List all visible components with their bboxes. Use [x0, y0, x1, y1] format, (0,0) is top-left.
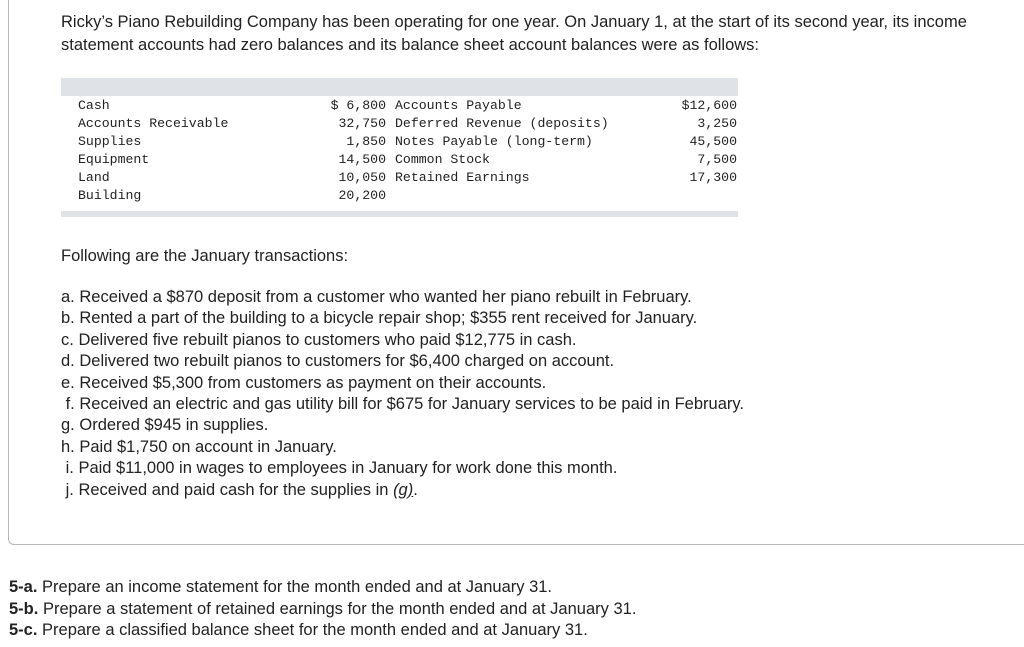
transaction-text: Received an electric and gas utility bill for $675 for January services to be paid in February. [79, 395, 744, 414]
account-amount: 1,850 [346, 134, 386, 149]
account-amount: 17,300 [689, 170, 737, 185]
account-name: Notes Payable (long-term) [395, 134, 593, 149]
requirements-list [9, 577, 636, 642]
account-amount: 14,500 [338, 152, 386, 167]
transaction-reference: (g) [393, 480, 414, 499]
transaction-item [61, 330, 744, 351]
transaction-letter: i. [65, 459, 74, 478]
claim-amounts-column [651, 97, 737, 187]
account-name: Cash [78, 98, 110, 113]
requirement-item [9, 620, 636, 642]
transaction-text: Delivered two rebuilt pianos to customers for $6,400 charged on account. [79, 352, 615, 371]
transaction-item [61, 394, 744, 415]
account-name: Deferred Revenue (deposits) [395, 116, 609, 131]
account-amount: 7,500 [697, 152, 737, 167]
requirement-label: 5-b. [9, 599, 39, 618]
transaction-text: Paid $11,000 in wages to employees in January for work done this month. [78, 459, 618, 478]
transaction-text: Ordered $945 in supplies. [79, 416, 269, 435]
requirement-text: Prepare an income statement for the month ended and at January 31. [42, 578, 553, 596]
transaction-item [61, 308, 744, 329]
problem-panel [8, 0, 1024, 545]
asset-names-column [78, 97, 228, 205]
transaction-item [61, 373, 744, 394]
transactions-list [61, 287, 744, 501]
transactions-heading: Following are the January transactions: [61, 247, 349, 265]
account-name: Equipment [78, 152, 150, 167]
account-name: Building [78, 188, 142, 203]
transaction-end: . [413, 480, 418, 499]
transaction-item [61, 458, 744, 479]
transaction-item [61, 437, 744, 458]
requirement-label: 5-c. [9, 621, 38, 639]
transaction-item [61, 351, 744, 372]
table-footer-bar [61, 211, 738, 217]
account-name: Common Stock [395, 152, 490, 167]
claim-names-column [395, 97, 609, 187]
account-name: Accounts Payable [395, 98, 522, 113]
transaction-letter: b. [61, 309, 75, 328]
transaction-text: Received a $870 deposit from a customer who wanted her piano rebuilt in February. [79, 288, 692, 306]
transaction-letter: d. [61, 352, 75, 371]
asset-amounts-column [301, 97, 386, 205]
requirement-label: 5-a. [9, 578, 38, 596]
transaction-letter: g. [61, 416, 75, 435]
requirement-item [9, 599, 636, 621]
transaction-item [61, 287, 744, 308]
problem-intro: Ricky’s Piano Rebuilding Company has been operating for one year. On January 1, at the start of its second year, its income statement accounts had zero balances and its balance sheet account balances were as follows: [61, 13, 967, 54]
transaction-text: Paid $1,750 on account in January. [79, 437, 337, 456]
transaction-letter: c. [61, 330, 74, 349]
transaction-item [61, 480, 744, 501]
transaction-letter: h. [61, 437, 75, 456]
transaction-text: Rented a part of the building to a bicycle repair shop; $355 rent received for January. [79, 309, 698, 328]
table-header-bar [61, 78, 738, 96]
account-amount: 32,750 [338, 116, 386, 131]
account-name: Supplies [78, 134, 142, 149]
transaction-item [61, 415, 744, 436]
requirement-item [9, 577, 636, 599]
account-amount: $12,600 [681, 98, 737, 113]
transaction-letter: j. [65, 480, 74, 499]
transaction-text: Received $5,300 from customers as payment on their accounts. [79, 373, 547, 392]
account-amount: $ 6,800 [330, 98, 386, 113]
transaction-letter: f. [65, 395, 75, 414]
balance-table [61, 78, 738, 218]
account-name: Accounts Receivable [78, 116, 229, 131]
requirement-text: Prepare a statement of retained earnings for the month ended and at January 31. [42, 599, 637, 618]
transaction-letter: a. [61, 288, 75, 306]
account-amount: 3,250 [697, 116, 737, 131]
transaction-letter: e. [61, 373, 75, 392]
transaction-text: Received and paid cash for the supplies in [78, 480, 389, 499]
account-amount: 20,200 [338, 188, 386, 203]
transaction-text: Delivered five rebuilt pianos to customers who paid $12,775 in cash. [78, 330, 577, 349]
account-name: Retained Earnings [395, 170, 530, 185]
requirement-text: Prepare a classified balance sheet for the month ended and at January 31. [42, 621, 588, 639]
account-name: Land [78, 170, 110, 185]
account-amount: 45,500 [689, 134, 737, 149]
account-amount: 10,050 [338, 170, 386, 185]
